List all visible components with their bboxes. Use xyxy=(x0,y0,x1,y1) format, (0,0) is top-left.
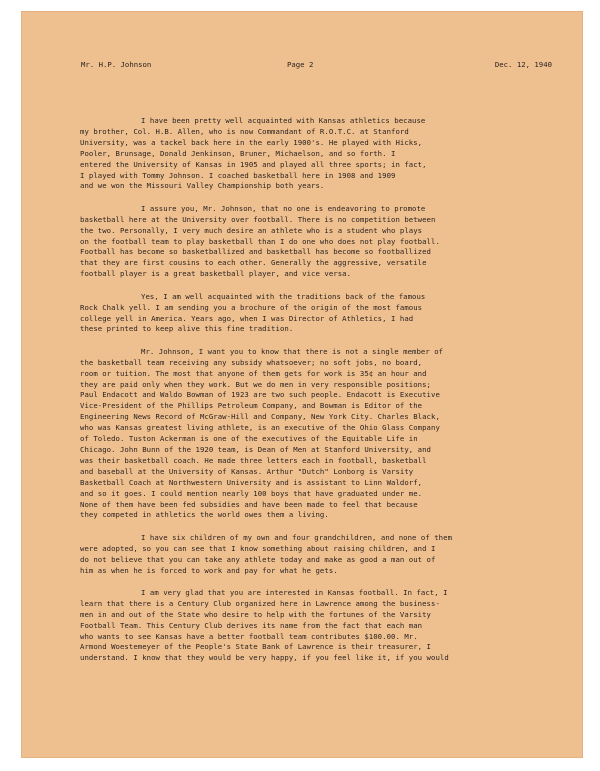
text-line xyxy=(80,204,556,215)
line-text: Football has become so basketballized and basketball has become so footballized xyxy=(80,247,432,257)
text-line xyxy=(80,324,556,335)
line-text: that they are first cousins to each other. Generally the aggressive, versatile xyxy=(80,258,427,268)
text-line xyxy=(80,533,556,544)
letter-body xyxy=(80,116,556,676)
line-text: Armond Woestemeyer of the People's State Bank of Lawrence is their treasurer, I xyxy=(80,642,432,652)
text-line xyxy=(80,181,556,192)
text-line xyxy=(80,642,556,653)
line-text: Yes, I am well acquainted with the traditions back of the famous xyxy=(141,291,426,301)
line-text: my brother, Col. H.B. Allen, who is now Commandant of R.O.T.C. at Stanford xyxy=(80,126,409,136)
paragraph xyxy=(80,347,556,522)
line-text: entered the University of Kansas in 1905 and played all three sports; in fact, xyxy=(80,159,427,169)
line-text: understand. I know that they would be very happy, if you feel like it, if you would xyxy=(80,653,449,663)
line-text: men in and out of the State who desire to help with the fortunes of the Varsity xyxy=(80,609,432,619)
letter-header xyxy=(81,58,552,72)
line-text: Chicago. John Bunn of the 1920 team, is Dean of Men at Stanford University, and xyxy=(80,444,432,454)
text-line xyxy=(80,653,556,664)
line-text: Basketball Coach at Northwestern University and is assistant to Linn Waldorf, xyxy=(80,477,423,487)
text-line xyxy=(80,500,556,511)
text-line xyxy=(80,434,556,445)
text-line xyxy=(80,215,556,226)
line-text: of Toledo. Tuston Ackerman is one of the executives of the Equitable Life in xyxy=(80,434,418,444)
text-line xyxy=(80,127,556,138)
paragraph xyxy=(80,533,556,577)
line-text: Rock Chalk yell. I am sending you a brochure of the origin of the most famous xyxy=(80,302,423,312)
paragraph xyxy=(80,204,556,280)
text-line xyxy=(80,358,556,369)
line-text: was their basketball coach. He made three letters each in football, basketball xyxy=(80,455,427,465)
line-text: Pooler, Brunsage, Donald Jenkinson, Bruner, Michaelson, and so forth. I xyxy=(80,148,396,158)
line-text: him as when he is forced to work and pay for what he gets. xyxy=(80,565,338,575)
line-text: I played with Tommy Johnson. I coached basketball here in 1908 and 1909 xyxy=(80,170,396,180)
text-line xyxy=(80,226,556,237)
line-text: Vice-President of the Phillips Petroleum Company, and Bowman is Editor of the xyxy=(80,401,423,411)
line-text: and baseball at the University of Kansas. Arthur "Dutch" Lonborg is Varsity xyxy=(80,466,414,476)
line-text: and so it goes. I could mention nearly 100 boys that have graduated under me. xyxy=(80,488,423,498)
line-text: and we won the Missouri Valley Championship both years. xyxy=(80,181,325,191)
line-text: None of them have been fed subsidies and have been made to feel that because xyxy=(80,499,418,509)
text-line xyxy=(80,237,556,248)
text-line xyxy=(80,369,556,380)
text-line xyxy=(80,171,556,182)
line-text: I assure you, Mr. Johnson, that no one is endeavoring to promote xyxy=(141,203,426,213)
line-text: learn that there is a Century Club organized here in Lawrence among the business- xyxy=(80,598,440,608)
text-line xyxy=(80,467,556,478)
text-line xyxy=(80,621,556,632)
line-text: Mr. Johnson, I want you to know that there is not a single member of xyxy=(141,346,444,356)
line-text: I have six children of my own and four grandchildren, and none of them xyxy=(141,532,453,542)
line-text: were adopted, so you can see that I know something about raising children, and I xyxy=(80,543,436,553)
line-text: basketball here at the University over football. There is no competition between xyxy=(80,214,436,224)
letter-date: Dec. 12, 1940 xyxy=(494,60,552,69)
text-line xyxy=(80,632,556,643)
text-line xyxy=(80,456,556,467)
paragraph xyxy=(80,116,556,192)
text-line xyxy=(80,269,556,280)
line-text: college yell in America. Years ago, when I was Director of Athletics, I had xyxy=(80,313,414,323)
line-text: do not believe that you can take any athlete today and make as good a man out of xyxy=(80,554,436,564)
text-line xyxy=(80,401,556,412)
text-line xyxy=(80,423,556,434)
text-line xyxy=(80,258,556,269)
line-text: these printed to keep alive this fine tradition. xyxy=(80,324,294,334)
line-text: who was Kansas greatest living athlete, is an executive of the Ohio Glass Company xyxy=(80,423,440,433)
text-line xyxy=(80,149,556,160)
line-text: Paul Endacott and Waldo Bowman of 1923 are two such people. Endacott is Executive xyxy=(80,390,440,400)
line-text: on the football team to play basketball than I do one who does not play football. xyxy=(80,236,440,246)
line-text: Engineering News Record of McGraw-Hill and Company, New York City. Charles Black, xyxy=(80,412,440,422)
line-text: football player is a great basketball player, and vice versa. xyxy=(80,269,352,279)
line-text: the basketball team receiving any subsidy whatsoever; no soft jobs, no board, xyxy=(80,357,423,367)
letter-page xyxy=(22,12,582,757)
recipient-line: Mr. H.P. Johnson xyxy=(81,60,152,69)
text-line xyxy=(80,555,556,566)
page-number: Page 2 xyxy=(287,60,314,69)
paragraph xyxy=(80,292,556,336)
text-line xyxy=(80,610,556,621)
text-line xyxy=(80,138,556,149)
text-line xyxy=(80,599,556,610)
line-text: room or tuition. The most that anyone of them gets for work is 35¢ an hour and xyxy=(80,368,427,378)
line-text: the two. Personally, I very much desire an athlete who is a student who plays xyxy=(80,225,423,235)
text-line xyxy=(80,347,556,358)
paragraph xyxy=(80,588,556,664)
text-line xyxy=(80,412,556,423)
line-text: I have been pretty well acquainted with Kansas athletics because xyxy=(141,116,426,125)
text-line xyxy=(80,303,556,314)
text-line xyxy=(80,247,556,258)
text-line xyxy=(80,390,556,401)
line-text: they competed in athletics the world owes them a living. xyxy=(80,510,329,520)
text-line xyxy=(80,380,556,391)
line-text: University, was a tackel back here in the early 1900's. He played with Hicks, xyxy=(80,137,423,147)
text-line xyxy=(80,510,556,521)
text-line xyxy=(80,292,556,303)
line-text: I am very glad that you are interested in Kansas football. In fact, I xyxy=(141,587,448,597)
text-line xyxy=(80,489,556,500)
text-line xyxy=(80,314,556,325)
text-line xyxy=(80,588,556,599)
text-line xyxy=(80,544,556,555)
text-line xyxy=(80,116,556,127)
line-text: Football Team. This Century Club derives its name from the fact that each man xyxy=(80,620,423,630)
line-text: who wants to see Kansas have a better football team contributes $100.00. Mr. xyxy=(80,631,418,641)
text-line xyxy=(80,478,556,489)
text-line xyxy=(80,566,556,577)
text-line xyxy=(80,445,556,456)
line-text: they are paid only when they work. But we do men in very responsible positions; xyxy=(80,379,432,389)
text-line xyxy=(80,160,556,171)
